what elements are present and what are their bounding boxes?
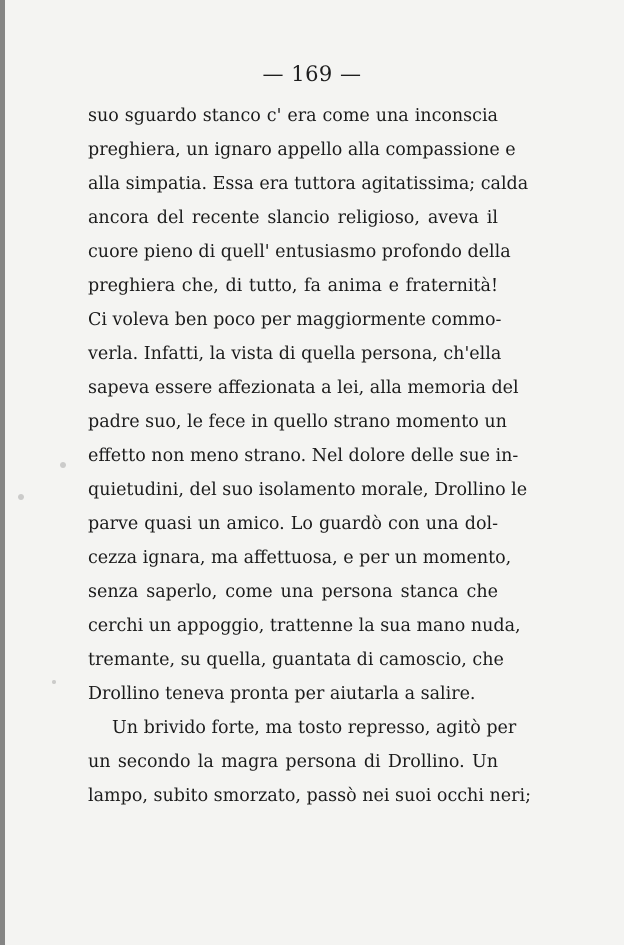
text-line-paragraph-start: Un brivido forte, ma tosto represso, agitò per — [112, 718, 517, 738]
page-number: — 169 — — [262, 62, 362, 86]
text-line: cerchi un appoggio, trattenne la sua mano nuda, — [88, 616, 521, 636]
paper-speck — [18, 494, 24, 500]
text-line: cuore pieno di quell' entusiasmo profondo della — [88, 242, 511, 262]
text-line: un secondo la magra persona di Drollino. Un — [88, 752, 498, 772]
text-line: quietudini, del suo isolamento morale, Drollino le — [88, 480, 528, 500]
page-binding-edge — [0, 0, 5, 945]
text-line: verla. Infatti, la vista di quella persona, ch'ella — [88, 344, 502, 364]
text-line: cezza ignara, ma affettuosa, e per un momento, — [88, 548, 512, 568]
text-line: ancora del recente slancio religioso, aveva il — [88, 208, 498, 228]
text-line: senza saperlo, come una persona stanca che — [88, 582, 498, 602]
paper-speck — [52, 680, 56, 684]
text-line: alla simpatia. Essa era tuttora agitatissima; calda — [88, 174, 529, 194]
text-line: sapeva essere affezionata a lei, alla memoria del — [88, 378, 519, 398]
text-line: preghiera, un ignaro appello alla compassione e — [88, 140, 516, 160]
text-line: lampo, subito smorzato, passò nei suoi occhi neri; — [88, 786, 531, 806]
text-line: effetto non meno strano. Nel dolore delle sue in- — [88, 446, 519, 466]
text-line: tremante, su quella, guantata di camoscio, che — [88, 650, 504, 670]
text-line: padre suo, le fece in quello strano momento un — [88, 412, 507, 432]
body-text — [88, 99, 531, 813]
text-line: preghiera che, di tutto, fa anima e fraternità! — [88, 276, 498, 296]
text-line: parve quasi un amico. Lo guardò con una dol- — [88, 514, 498, 534]
paper-speck — [60, 462, 66, 468]
text-line: suo sguardo stanco c' era come una inconscia — [88, 106, 498, 126]
text-line-paragraph-end: Drollino teneva pronta per aiutarla a salire. — [88, 684, 476, 704]
text-line: Ci voleva ben poco per maggiormente commo- — [88, 310, 502, 330]
